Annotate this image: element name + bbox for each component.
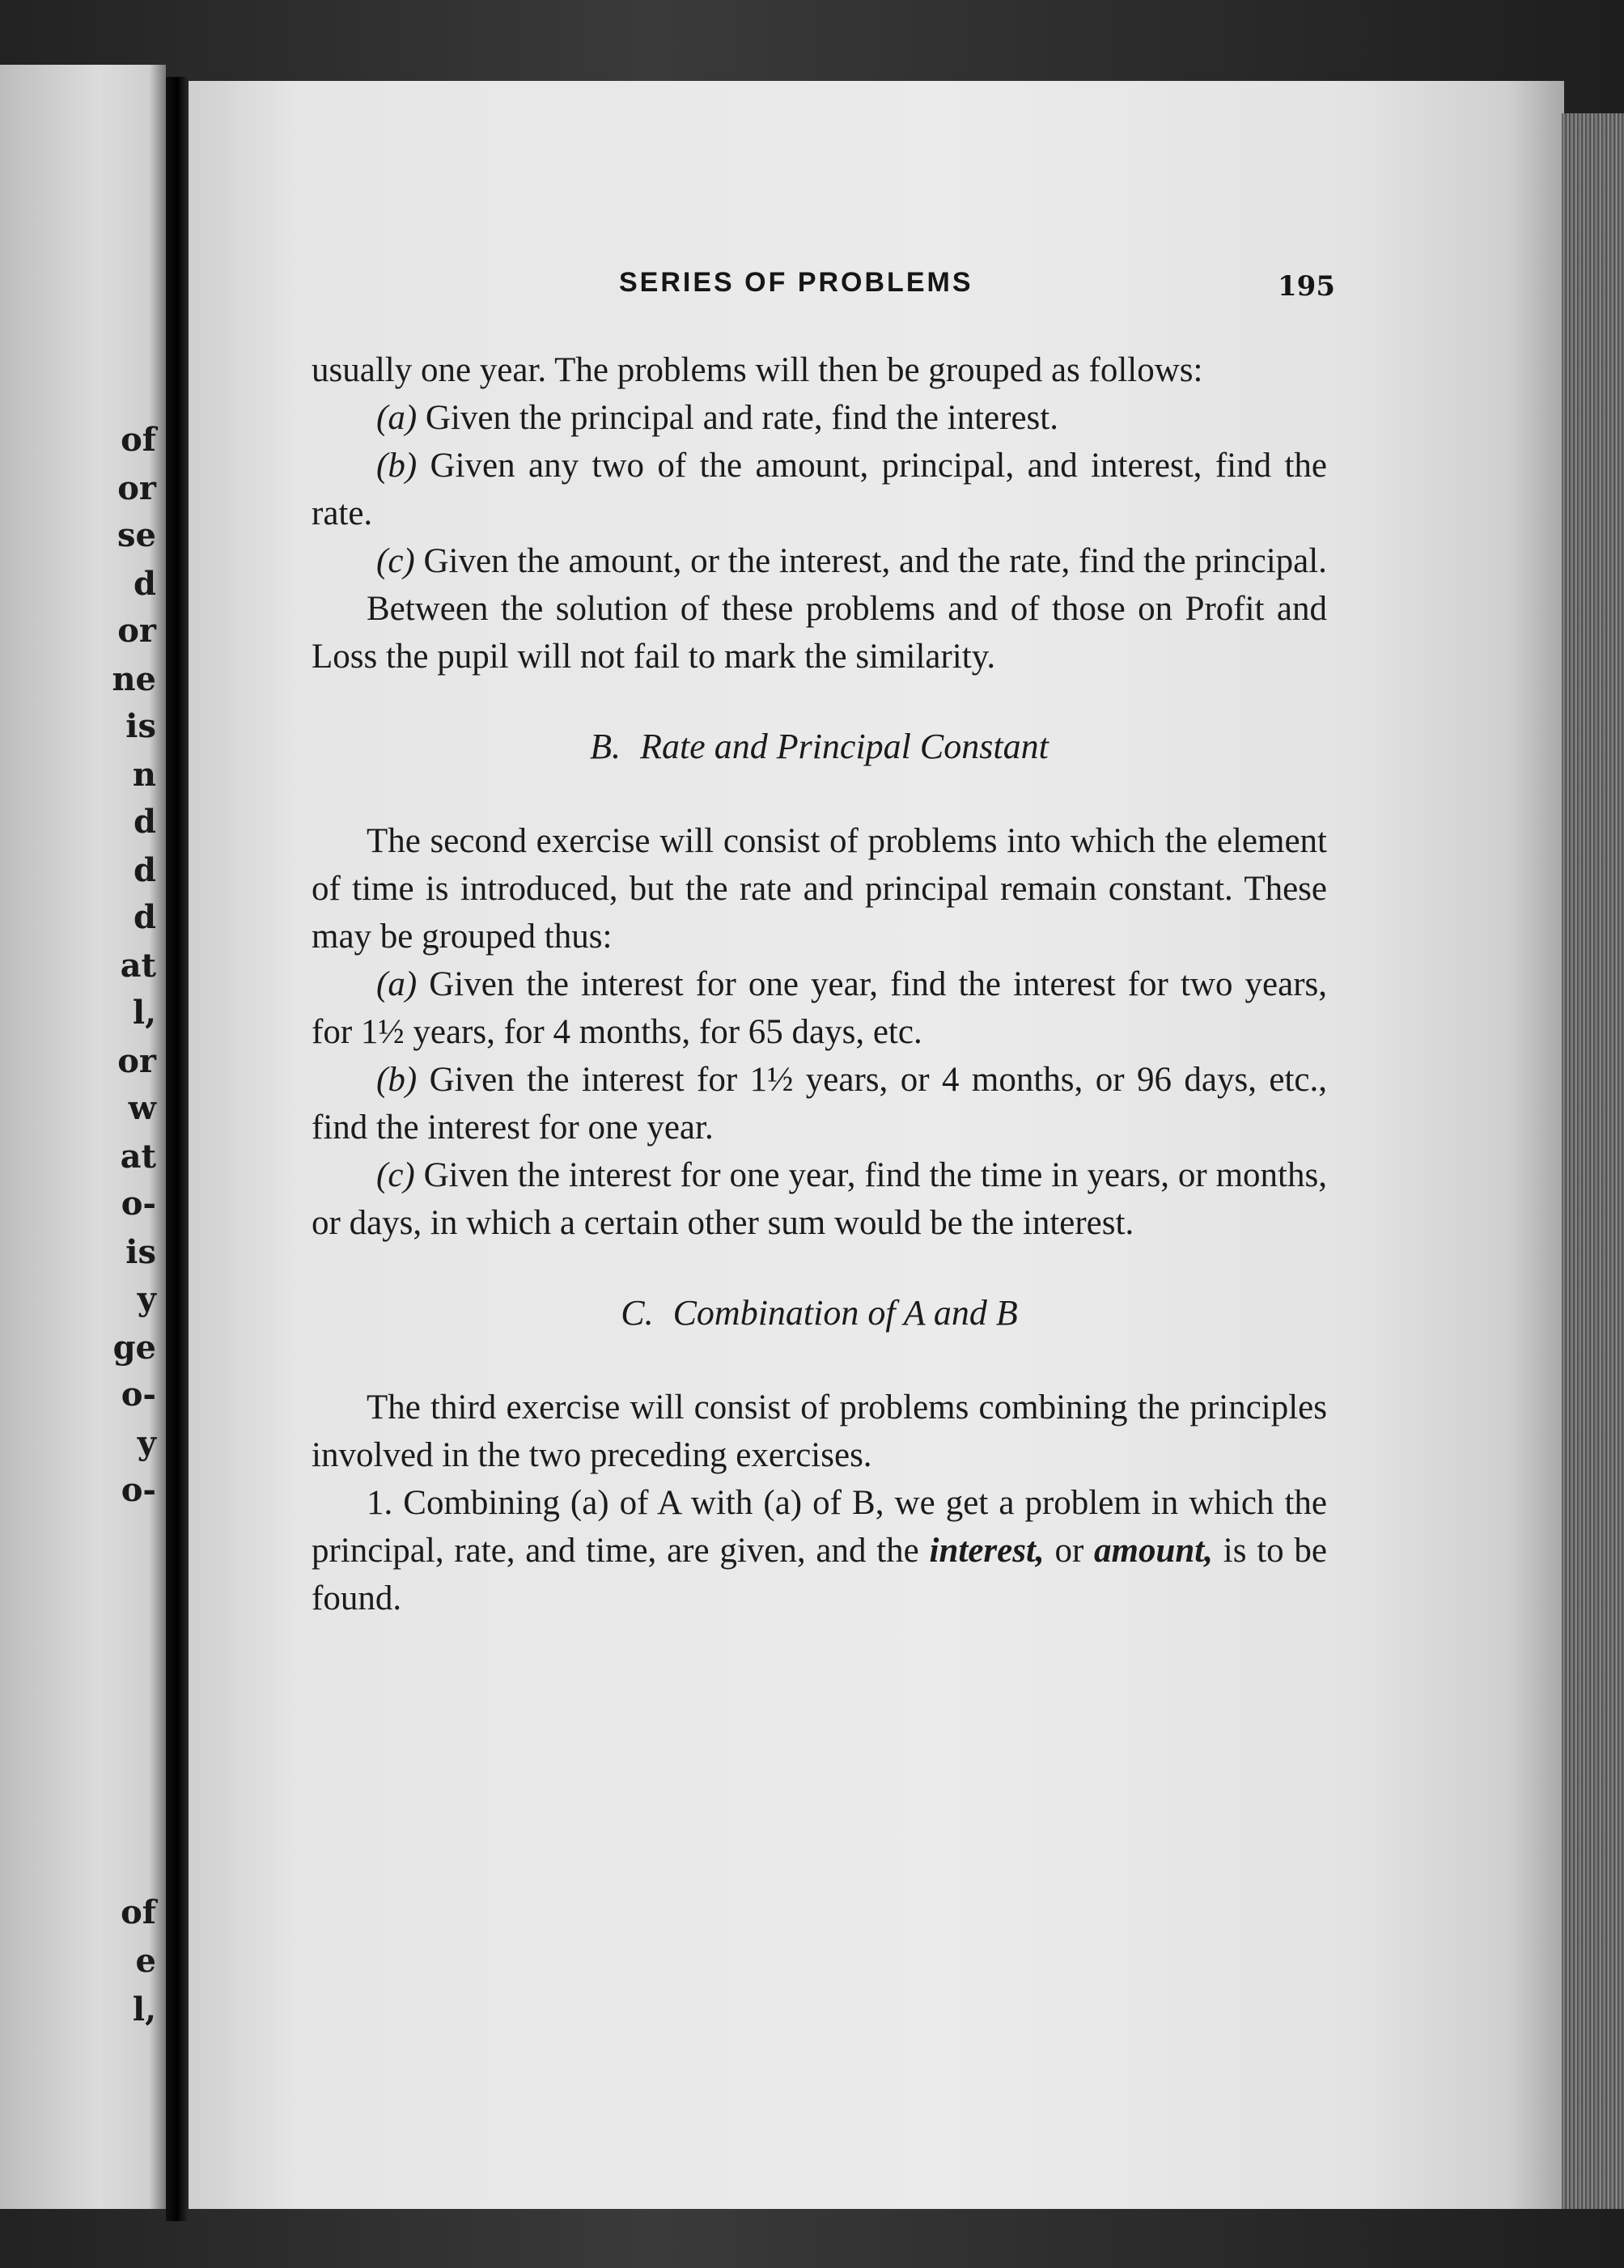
facing-page-fragment: ge — [112, 1329, 156, 1367]
intro-text: usually one year. The problems will then be grouped as follows: — [312, 351, 1203, 389]
emphasis-interest: interest, — [929, 1532, 1045, 1570]
page-number: 195 — [1278, 270, 1335, 303]
item-label: (a) — [376, 965, 418, 1003]
facing-page-fragment: o- — [121, 1185, 156, 1223]
facing-page-edge — [0, 65, 166, 2209]
facing-page-fragment: d — [134, 803, 156, 841]
item-text: Given the interest for one year, find the interest for two years, for 1½ years, for 4 months, for 65 days, etc. — [312, 965, 1328, 1051]
second-exercise-paragraph: The second exercise will consist of problems into which the element of time is introduced, but the rate and principal remain constant. These may be grouped thus: — [312, 822, 1327, 956]
combining-mid: or — [1054, 1532, 1084, 1570]
list-item-b-a — [312, 960, 1327, 1056]
facing-page-fragment: se — [117, 516, 156, 554]
item-label: (c) — [376, 542, 415, 580]
item-text: Given the amount, or the interest, and the rate, find the principal. — [423, 542, 1327, 580]
heading-letter: B. — [590, 727, 621, 766]
facing-page-fragment: y — [137, 1280, 156, 1318]
facing-page-fragment: o- — [121, 1471, 156, 1509]
heading-letter: C. — [621, 1293, 654, 1333]
facing-page-fragment: d — [134, 565, 156, 603]
page-body — [312, 346, 1327, 1622]
item-text: Given any two of the amount, principal, and interest, find the rate. — [312, 447, 1328, 532]
combining-tail: is to be found. — [312, 1532, 1328, 1617]
facing-page-fragment: d — [134, 851, 156, 889]
facing-page-fragment: or — [117, 612, 156, 650]
item-label: (a) — [376, 399, 418, 437]
facing-page-fragment: of — [121, 421, 156, 459]
combining-paragraph — [312, 1479, 1327, 1622]
item-label: (b) — [376, 1061, 418, 1099]
list-item-a-c — [312, 537, 1327, 585]
book-gutter — [166, 77, 189, 2221]
item-text: Given the interest for 1½ years, or 4 months, or 96 days, etc., find the interest for one year. — [312, 1061, 1328, 1147]
page-header — [320, 267, 1343, 316]
facing-page-fragment: o- — [121, 1376, 156, 1414]
list-item-a-a — [312, 394, 1327, 442]
item-text: Given the principal and rate, find the interest. — [425, 399, 1058, 437]
facing-page-fragment: n — [132, 756, 156, 794]
section-heading-c — [312, 1289, 1327, 1337]
facing-page-fragment: of — [121, 1893, 156, 1931]
facing-page-fragment: y — [137, 1424, 156, 1462]
heading-title: Rate and Principal Constant — [640, 727, 1049, 766]
page-edges — [1562, 113, 1624, 2209]
combining-lead: 1. Combining (a) of A with (a) of B, we get a problem in which the principal, rate, and time, are given, and the — [312, 1484, 1327, 1570]
section-heading-b — [312, 723, 1327, 770]
facing-page-fragment: is — [125, 707, 156, 745]
intro-paragraph — [312, 346, 1327, 394]
list-item-b-c — [312, 1151, 1327, 1247]
list-item-b-b — [312, 1056, 1327, 1151]
third-exercise-paragraph: The third exercise will consist of problems combining the principles involved in the two preceding exercises. — [312, 1388, 1327, 1474]
list-item-a-b — [312, 442, 1327, 537]
facing-page-fragment: or — [117, 469, 156, 507]
heading-title: Combination of A and B — [672, 1293, 1018, 1333]
facing-page-fragment: ne — [112, 660, 156, 698]
facing-page-fragment: w — [128, 1089, 156, 1127]
facing-page-fragment: at — [120, 947, 156, 985]
item-label: (c) — [376, 1156, 415, 1194]
running-head: SERIES OF PROBLEMS — [619, 267, 973, 298]
facing-page-fragment: l, — [132, 1990, 156, 2028]
facing-page-fragment: e — [135, 1942, 156, 1980]
facing-page-fragment: d — [134, 898, 156, 936]
item-text: Given the interest for one year, find the time in years, or months, or days, in which a certain other sum would be the interest. — [312, 1156, 1327, 1242]
item-label: (b) — [376, 447, 418, 485]
facing-page-fragment: at — [120, 1138, 156, 1176]
facing-page-fragment: l, — [132, 994, 156, 1032]
between-paragraph: Between the solution of these problems and of those on Profit and Loss the pupil will not fail to mark the similarity. — [312, 590, 1327, 676]
emphasis-amount: amount, — [1094, 1532, 1214, 1570]
facing-page-fragment: is — [125, 1233, 156, 1271]
facing-page-fragment: or — [117, 1042, 156, 1080]
